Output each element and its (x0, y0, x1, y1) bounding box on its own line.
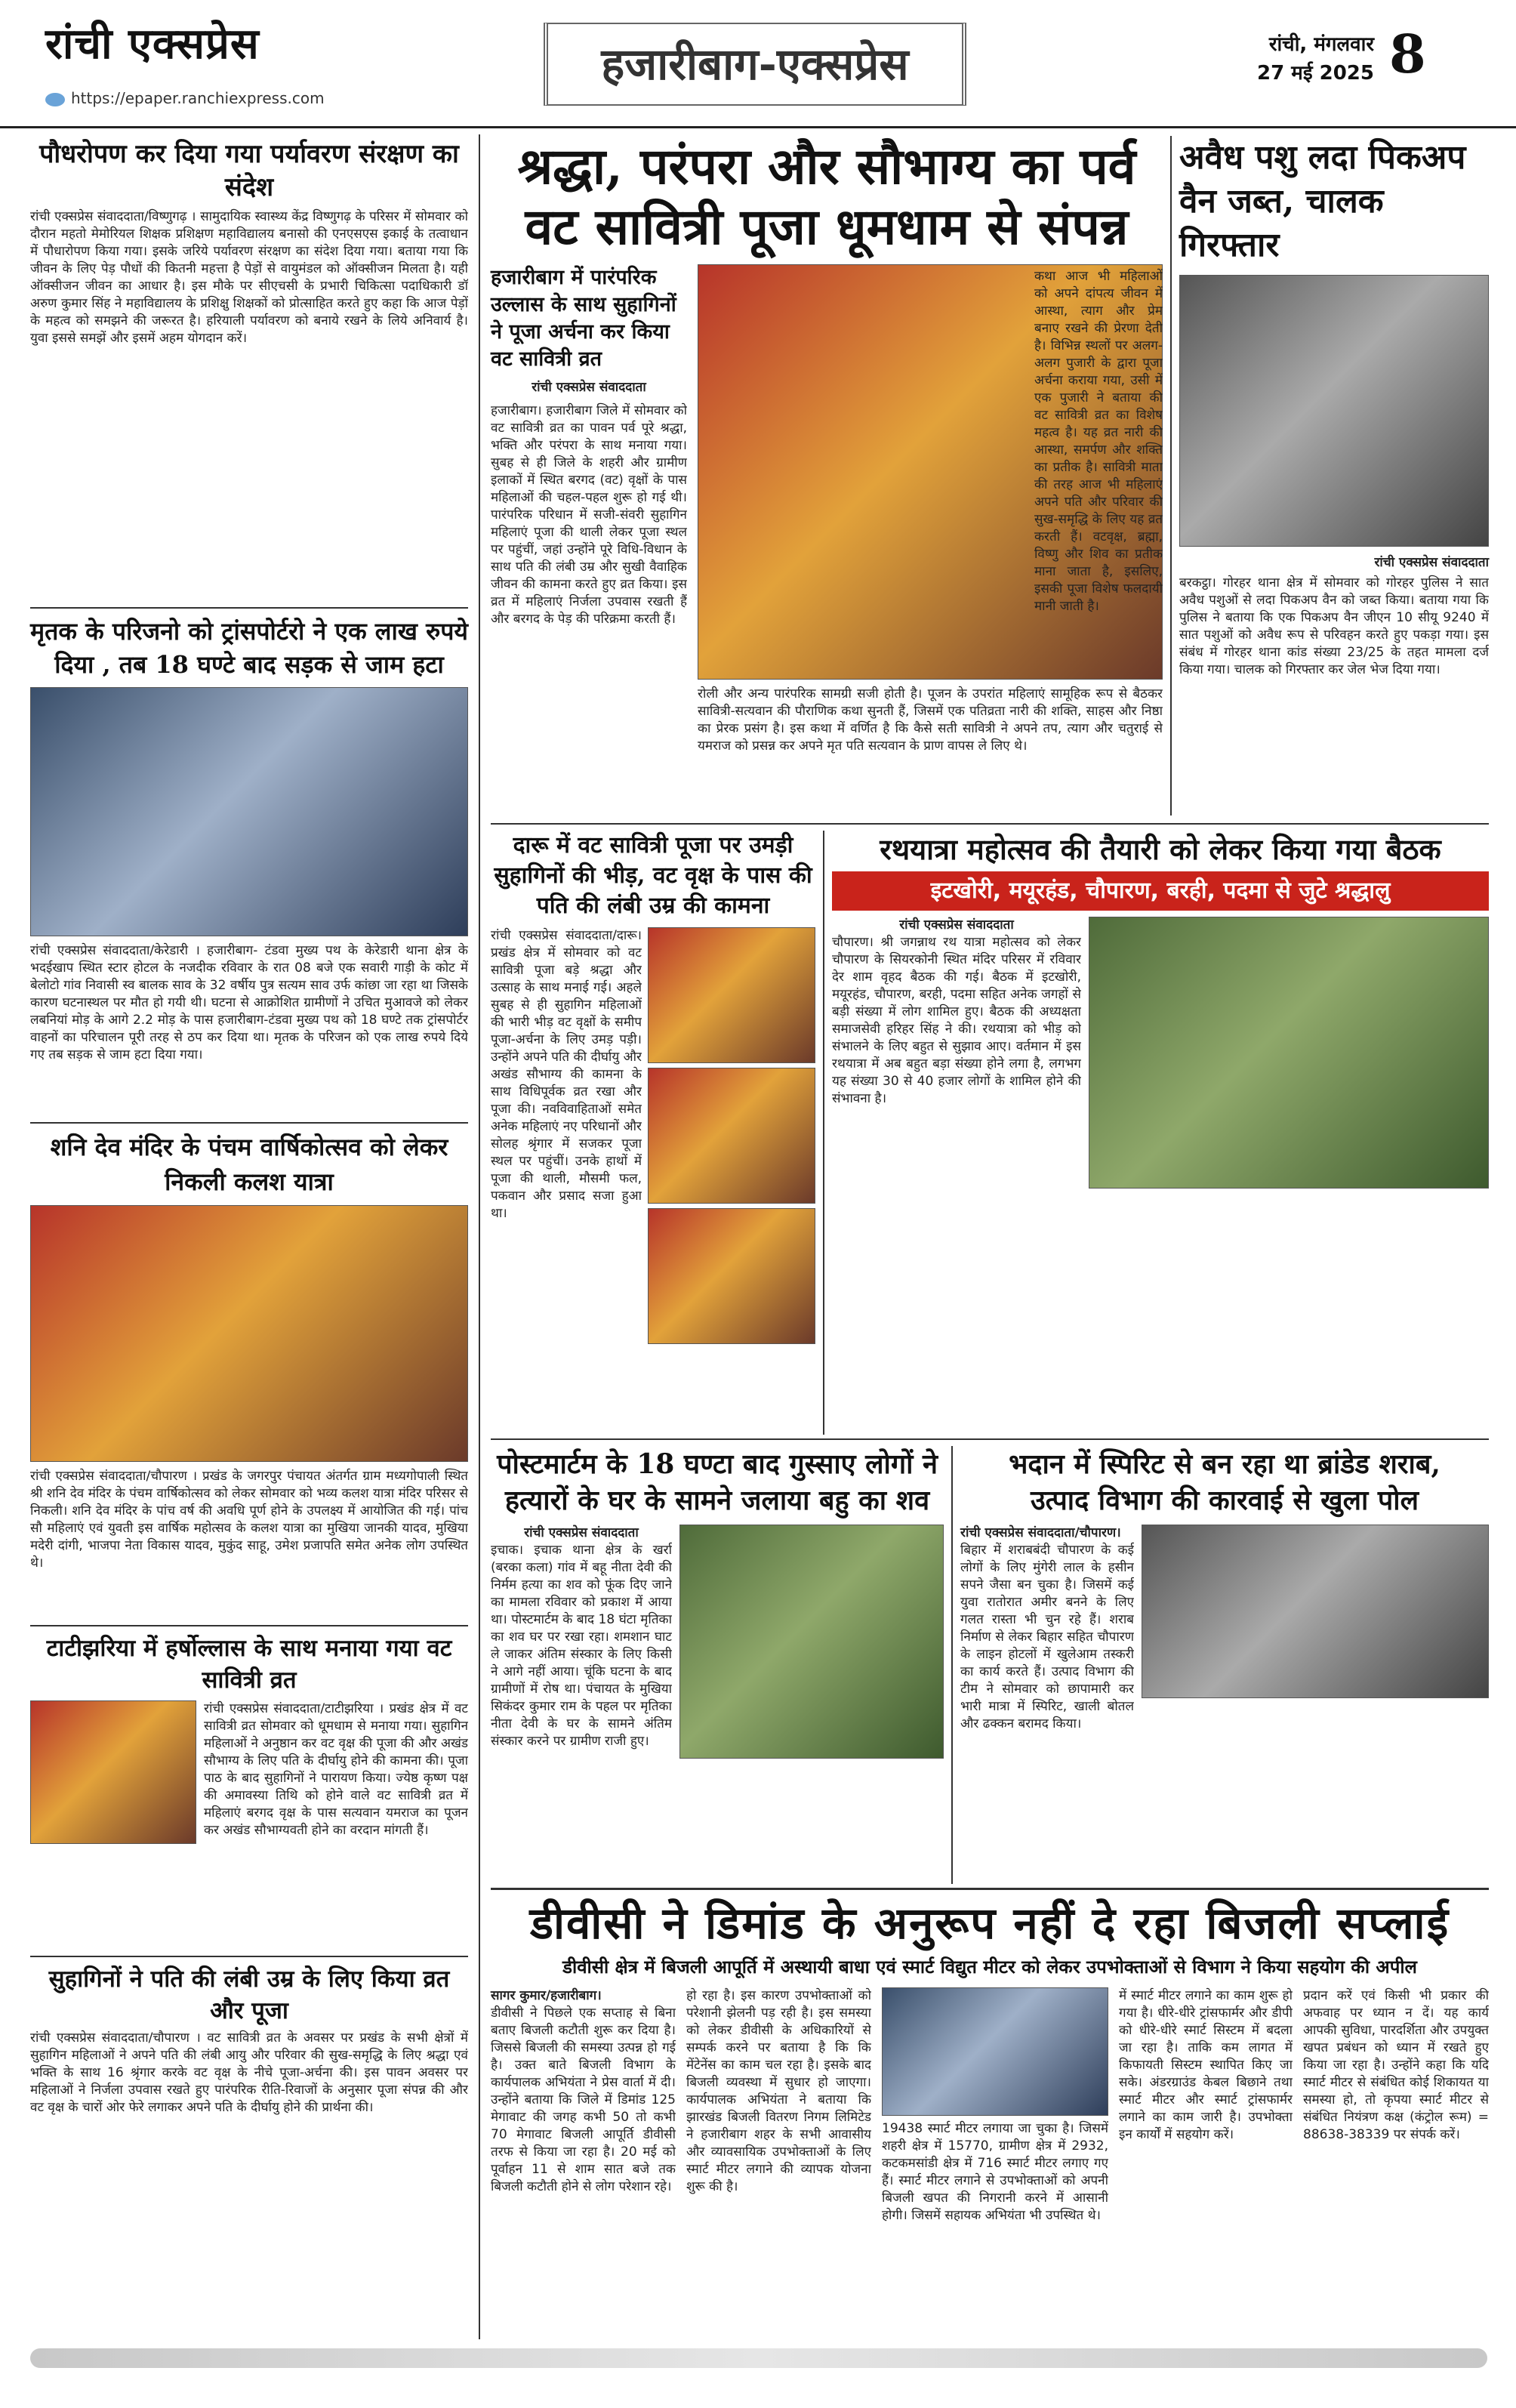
news-photo (648, 1068, 815, 1204)
headline-line1: अवैध पशु लदा पिकअप (1179, 138, 1466, 177)
url-text[interactable]: https://epaper.ranchiexpress.com (71, 89, 325, 107)
headline: पोस्टमार्टम के 18 घण्टा बाद गुस्साए लोगों ने हत्यारों के घर के सामने जलाया बहु का शव (497, 1448, 938, 1516)
article-body: हजारीबाग। हजारीबाग जिले में सोमवार को वट सावित्री व्रत का पावन पर्व पूरे श्रद्धा, भक्ति और परंपरा के साथ मनाया गया। सुबह से ही जिले के शहरी और ग्रामीण इलाकों में स्थित बरगद (वट) वृक्षों के पास महिलाओं की चहल-पहल शुरू हो गई थी। पारंपरिक परिधान में सजी-संवरी सुहागिन महिलाएं पूजा की थाली लेकर पूजा स्थल पर पहुंचीं, जहां उन्होंने पूरे विधि-विधान के साथ पति की लंबी उम्र और सुखी वैवाहिक जीवन की कामना करते हुए व्रत किया। इस व्रत में महिलाएं निर्जला उपवास रखती हैं और बरगद के पेड़ की परिक्रमा करती हैं। (491, 403, 687, 627)
headline: रथयात्रा महोत्सव की तैयारी को लेकर किया गया बैठक (880, 832, 1441, 866)
subhead: डीवीसी क्षेत्र में बिजली आपूर्ति में अस्थायी बाधा एवं स्मार्ट विद्युत मीटर को लेकर उपभोक्ताओं से विभाग ने किया सहयोग की अपील (562, 1956, 1417, 1978)
byline: रांची एक्सप्रेस संवाददाता (899, 917, 1014, 933)
news-photo (648, 927, 815, 1063)
headline: मृतक के परिजनो को ट्रांसपोर्टरो ने एक लाख रुपये दिया , तब 18 घण्टे बाद सड़क से जाम हटा (30, 617, 468, 679)
headline: डीवीसी ने डिमांड के अनुरूप नहीं दे रहा बिजली सप्लाई (529, 1898, 1450, 1949)
news-photo (1142, 1525, 1489, 1698)
byline: रांची एक्सप्रेस संवाददाता (524, 1525, 639, 1540)
lead-headline-line2: वट सावित्री पूजा धूमधाम से संपन्न (525, 197, 1129, 256)
masthead (0, 0, 1516, 128)
byline: रांची एक्सप्रेस संवाददाता (532, 380, 646, 395)
divider (491, 1438, 1489, 1440)
article-body: रांची एक्सप्रेस संवाददाता/चौपारण । प्रखंड के जगरपुर पंचायत अंतर्गत ग्राम मध्यगोपाली स्थित श्री शनि देव मंदिर के पंचम वार्षिकोत्सव को लेकर सोमवार को भव्य कलश यात्रा मंदिर परिसर से निकली। शनि देव मंदिर के पांच वर्ष की अवधि पूर्ण होने के उपलक्ष्य में आयोजित की गई। पांच सौ महिलाएं एवं युवती इस वार्षिक महोत्सव के कलश यात्रा का मुखिया जानकी यादव, मुखिया मदेरी दांगी, भाजपा नेता विकास यादव, मुकुंद साहू, उमेश प्रजापति समेत अनेक लोग उपस्थित थे। (30, 1469, 468, 1571)
article-bhadan (960, 1446, 1489, 1884)
headline-line2: उत्पाद विभाग की कारवाई से खुला पोल (1030, 1485, 1419, 1516)
article-body: रांची एक्सप्रेस संवाददाता/केरेडारी । हजारीबाग- टंडवा मुख्य पथ के केरेडारी थाना क्षेत्र के भदईखाप स्थित स्टार होटल के नजदीक रविवार के रात 08 बजे एक सवारी गाड़ी के कोट में बेलोटो गांव निवासी स्व बालक साव के 32 वर्षीय पुत्र सत्यम साव उर्फ कांछा जा रहा था जिसके कारण घटनास्थल पर मौत हो गयी थी। घटना से आक्रोशित ग्रामीणों ने उचित मुआवजे को लेकर लबनियां मोड़ के आगे 2.2 मोड़ के पास हजारीबाग-टंडवा मुख्य पथ को 18 घण्टे तक ट्रांसपोर्टर वाहनों का परिचालन पूरी तरह से ठप कर दिया था। मृतक के परिजन को एक लाख रुपये दिये गए तब सड़क से जाम हटा दिया गया। (30, 943, 468, 1062)
news-photo (30, 687, 468, 936)
footer-bar (30, 2348, 1487, 2368)
article-rathyatra (832, 831, 1489, 1435)
left-column (30, 134, 468, 2339)
article-dvc (491, 1895, 1489, 2341)
dateline (1178, 30, 1374, 88)
column-rule (823, 831, 824, 1435)
article-body: रांची एक्सप्रेस संवाददाता/चौपारण । वट सावित्री व्रत के अवसर पर प्रखंड के सभी क्षेत्रों में सुहागिन महिलाओं ने अपने पति की लंबी आयु और परिवार की सुख-समृद्धि के लिए श्रद्धा एवं भक्ति के साथ 16 श्रृंगार करके वट वृक्ष के नीचे पूजा-अर्चना की। इस पावन अवसर पर महिलाओं ने निर्जला उपवास रखते हुए पारंपरिक रीति-रिवाजों के अनुसार पूजा संपन्न की और वट वृक्ष के चारों ओर फेरे लगाकर अपने पति के दीर्घायु होने की प्रार्थना की। (30, 2030, 468, 2115)
news-photo (30, 1205, 468, 1462)
article-body: प्रदान करें एवं किसी भी प्रकार की अफवाह पर ध्यान न दें। यह कार्य आपकी सुविधा, पारदर्शिता और उपयुक्त खपत प्रबंधन को ध्यान में रखते हुए किया जा रहा है। उन्होंने कहा कि यदि स्मार्ट मीटर से संबंधित कोई शिकायत या समस्या हो, तो कृपया स्मार्ट मीटर से संबंधित नियंत्रण कक्ष (कंट्रोल रूम) = 88638-38339 पर संपर्क करें। (1303, 1988, 1489, 2142)
lead-article-continued: कथा आज भी महिलाओं को अपने दांपत्य जीवन में आस्था, त्याग और प्रेम बनाए रखने की प्रेरणा देती है। विभिन्न स्थलों पर अलग-अलग पुजारी के द्वारा पूजा अर्चना कराया गया, उसी में एक पुजारी ने बताया की वट सावित्री व्रत का विशेष महत्व है। यह व्रत नारी की आस्था, समर्पण और शक्ति का प्रतीक है। सावित्री माता की तरह आज भी महिलाएं अपने पति और परिवार की सुख-समृद्धि के लिए यह व्रत करती हैं। वटवृक्ष, ब्रह्मा, विष्णु और शिव का प्रतीक माना जाता है, इसलिए, इसकी पूजा विशेष फलदायी मानी जाती है। (1034, 269, 1163, 614)
city-day: रांची, मंगलवार (1268, 33, 1374, 56)
column-rule (951, 1446, 953, 1884)
article-body: रांची एक्सप्रेस संवाददाता/टाटीझरिया । प्रखंड क्षेत्र में वट सावित्री व्रत सोमवार को धूमधाम से मनाया गया। सुहागिन महिलाओं ने अनुष्ठान कर वट वृक्ष की पूजा की और अखंड सौभाग्य के लिए पति के दीर्घायु होने की कामना की। पूजा पाठ के बाद सुहागिनों ने पारायण किया। ज्येष्ठ कृष्ण पक्ष की अमावस्या तिथि को होने वाले वट सावित्री व्रत में महिलाएं बरगद वृक्ष के पास सत्यवान यमराज का पूजन कर अखंड सौभाग्यवती होने का वरदान मांगती हैं। (204, 1701, 468, 1838)
news-photo (679, 1525, 944, 1759)
newspaper-logo: रांची एक्सप्रेस (45, 19, 260, 69)
article-cattle (1179, 136, 1489, 816)
divider (30, 607, 468, 609)
article-body: रांची एक्सप्रेस संवाददाता/विष्णुगढ़ । सामुदायिक स्वास्थ्य केंद्र विष्णुगढ़ के परिसर में सोमवार को दौरान महतो मेमोरियल शिक्षक प्रशिक्षण महाविद्यालय बनासो की एनएसएस इकाई के तत्वाधान में पौधारोपण किया गया। इसके जरिये पर्यावरण संरक्षण का संदेश दिया गया। बताया गया कि जीवन के लिए पेड़ पौधों की कितनी महत्ता है पेड़ों से वायुमंडल को ऑक्सीजन मिलता है। यही ऑक्सीजन जीवन का आधार है। इस मौके पर सीएचसी के प्रभारी चिकित्सा पदाधिकारी डॉ अरुण कुमार सिंह ने महाविद्यालय के प्रशिक्षु शिक्षकों को प्रोत्साहित करते हुए कहा कि आज पेड़ों के महत्व को समझने की जरूरत है। हरियाली पर्यावरण को बनाये रखने के लिये अनिवार्य है। युवा इससे समझें और इसमें अहम योगदान करें। (30, 209, 468, 346)
article-body: इचाक। इचाक थाना क्षेत्र के खर्रा (बरका कला) गांव में बहू नीता देवी की निर्मम हत्या का शव को फूंक दिए जाने का मामला रविवार को प्रकाश में आया था। पोस्टमार्टम के बाद 18 घंटा मृतिका का शव घर पर रखा रहा। शमशान घाट ले जाकर अंतिम संस्कार के लिए किसी ने आगे नहीं आया। चूंकि घटना के बाद ग्रामीणों में रोष था। पंचायत के मुखिया सिकंदर कुमार राम के पहल पर मृतिका नीता देवी के घर के सामने अंतिम संस्कार करने पर ग्रामीण राजी हुए। (491, 1543, 672, 1749)
byline: रांची एक्सप्रेस संवाददाता/चौपारण। (960, 1525, 1121, 1540)
lead-headline-line1: श्रद्धा, परंपरा और सौभाग्य का पर्व (517, 137, 1136, 196)
article-body: बरकट्ठा। गोरहर थाना क्षेत्र में सोमवार को गोरहर पुलिस ने सात अवैध पशुओं से लदा पिकअप वैन को जब्त किया। बताया गया कि पुलिस ने बताया कि एक पिकअप वैन जीएन 10 सीयू 9240 में सात पशुओं को अवैध रूप से परिवहन करते हुए पकड़ा गया। इस संबंध में गोरहर थाना कांड संख्या 23/25 के तहत मामला दर्ज किया गया। चालक को गिरफ्तार कर जेल भेज दिया गया। (1179, 575, 1489, 677)
headline: पौधरोपण कर दिया गया पर्यावरण संरक्षण का संदेश (39, 139, 459, 202)
article-body: डीवीसी ने पिछले एक सप्ताह से बिना बताए बिजली कटौती शुरू कर दिया है। जिससे बिजली की समस्या उत्पन्न हो गई है। उक्त बाते बिजली विभाग के कार्यपालक अभियंता ने प्रेस वार्ता में दी। उन्होंने बताया कि जिले में डिमांड 125 मेगावाट की जगह कभी 50 तो कभी 70 मेगावाट बिजली आपूर्ति डीवीसी तरफ से किया जा रहा है। 20 मई को पूर्वाहन 11 से शाम सात बजे तक बिजली कटौती होने से लोग परेशान रहे। (491, 2006, 676, 2194)
divider (491, 1888, 1489, 1890)
headline: दारू में वट सावित्री पूजा पर उमड़ी सुहागिनों की भीड़, वट वृक्ष के पास की पति की लंबी उम्र की कामना (494, 832, 812, 919)
news-photo (1089, 917, 1489, 1189)
news-photo (30, 1700, 196, 1844)
news-photo (648, 1208, 815, 1344)
byline: सागर कुमार/हजारीबाग। (491, 1988, 602, 2003)
article-body: बिहार में शराबबंदी चौपारण के कई लोगों के लिए मुंगेरी लाल के हसीन सपने जैसा बन चुका है। जिसमें कई युवा रातोरात अमीर बनने के लिए गलत रास्ता भी चुन रहे हैं। शराब निर्माण से लेकर बिहार सहित चौपारण के लाइन होटलों में खुलेआम तस्करी का कार्य करते हैं। उत्पाद विभाग की टीम ने सोमवार को छापामारी कर भारी मात्रा में स्पिरिट, खाली बोतल और ढक्कन बरामद किया। (960, 1543, 1134, 1731)
lead-kicker: हजारीबाग में पारंपरिक उल्लास के साथ सुहागिनों ने पूजा अर्चना कर किया वट सावित्री व्रत (491, 266, 676, 371)
headline-line1: भदान में स्पिरिट से बन रहा था ब्रांडेड शराब, (1009, 1448, 1441, 1480)
article-body: 19438 स्मार्ट मीटर लगाया जा चुका है। जिसमें शहरी क्षेत्र में 15770, ग्रामीण क्षेत्र में 2932, कटकमसांडी क्षेत्र में 716 स्मार्ट मीटर लगाए गए हैं। स्मार्ट मीटर लगाने से उपभोक्ताओं को अपनी बिजली खपत की निगरानी करने में आसानी होगी। जिसमें सहायक अभियंता भी उपस्थित थे। (882, 2121, 1108, 2223)
subhead-band: इटखोरी, मयूरहंड, चौपारण, बरही, पदमा से जुटे श्रद्धालु (832, 871, 1489, 911)
article-postmortem (491, 1446, 944, 1884)
news-photo (882, 1987, 1108, 2116)
article-suhagin (30, 1963, 468, 2256)
article-body: रांची एक्सप्रेस संवाददाता/दारू। प्रखंड क्षेत्र में सोमवार को वट सावित्री पूजा बड़े श्रद्धा और उत्साह के साथ मनाई गई। अहले सुबह से ही सुहागिन महिलाओं की भारी भीड़ वट वृक्षों के समीप पूजा-अर्चना के लिए उमड़ पड़ी। उन्होंने अपने पति की दीर्घायु और अखंड सौभाग्य की कामना के साथ विधिपूर्वक व्रत रखा और पूजा की। नवविवाहिताओं समेत अनेक महिलाएं नए परिधानों और सोलह श्रृंगार में सजकर पूजा स्थल पर पहुंचीं। उनके हाथों में पूजा की थाली, मौसमी फल, पकवान और प्रसाद सजा हुआ था। (491, 928, 642, 1221)
article-transporter (30, 615, 468, 1116)
page-number: 8 (1389, 23, 1426, 85)
article-plantation (30, 137, 468, 601)
divider (491, 823, 1489, 825)
section-title: हजारीबाग-एक्सप्रेस (544, 23, 966, 106)
column-rule (479, 134, 480, 2339)
epaper-url[interactable] (45, 89, 325, 107)
headline: शनि देव मंदिर के पंचम वार्षिकोत्सव को लेकर निकली कलश यात्रा (50, 1133, 448, 1196)
article-body: रोली और अन्य पारंपरिक सामग्री सजी होती है। पूजन के उपरांत महिलाएं सामूहिक रूप से बैठकर सावित्री-सत्यवान की पौराणिक कथा सुनती हैं, जिसमें एक पतिव्रता नारी की शक्ति, साहस और निष्ठा का प्रेरक प्रसंग है। इस कथा में वर्णित है कि कैसे सती सावित्री ने अपने तप, त्याग और चतुराई से यमराज को प्रसन्न कर अपने मृत पति सत्यवान के प्राण वापस ले लिए थे। (698, 686, 1163, 754)
headline: टाटीझरिया में हर्षोल्लास के साथ मनाया गया वट सावित्री व्रत (46, 1635, 452, 1694)
article-tatijharia (30, 1633, 468, 1950)
divider (30, 1625, 468, 1626)
article-daru (491, 831, 815, 1435)
article-body: में स्मार्ट मीटर लगाने का काम शुरू हो गया है। धीरे-धीरे ट्रांसफार्मर और डीपी को धीरे-धीरे स्मार्ट सिस्टम में बदला जा रहा है। ताकि कम लागत में किफायती सिस्टम स्थापित किए जा सके। अंडरग्राउंड केबल बिछाने तथा स्मार्ट मीटर और स्मार्ट ट्रांसफार्मर लगाने का काम जारी है। उपभोक्ता इन कार्यों में सहयोग करें। (1119, 1988, 1293, 2142)
article-shani-dev (30, 1130, 468, 1619)
headline: सुहागिनों ने पति की लंबी उम्र के लिए किया व्रत और पूजा (48, 1966, 450, 2024)
article-body: हो रहा है। इस कारण उपभोक्ताओं को परेशानी झेलनी पड़ रही है। इस समस्या को लेकर डीवीसी के अधिकारियों से सम्पर्क करने पर बताया है कि कि मेंटेनेंस का काम चल रहा है। इसके बाद बिजली व्यवस्था में सुधार हो जाएगा। कार्यपालक अभियंता ने बताया कि झारखंड बिजली वितरण निगम लिमिटेड ने हजारीबाग शहर के सभी आवासीय और व्यावसायिक उपभोक्ताओं के लिए स्मार्ट मीटर लगाने की व्यापक योजना शुरू की है। (686, 1988, 871, 2194)
column-rule (1170, 136, 1172, 816)
divider (30, 1956, 468, 1957)
divider (30, 1122, 468, 1124)
byline: रांची एक्सप्रेस संवाददाता (1374, 555, 1489, 570)
issue-date: 27 मई 2025 (1257, 62, 1374, 85)
news-photo (1179, 275, 1489, 547)
article-body: चौपारण। श्री जगन्नाथ रथ यात्रा महोत्सव को लेकर चौपारण के सियरकोनी स्थित मंदिर परिसर में रविवार देर शाम वृहद बैठक की गई। बैठक में इटखोरी, मयूरहंड, चौपारण, बरही, पदमा सहित अनेक जगहों से बड़ी संख्या में लोग शामिल हुए। बैठक की अध्यक्षता समाजसेवी हरिहर सिंह ने की। रथयात्रा को भीड़ को संभालने के लिए बहुत से सुझाव आए। वर्तमान में इस रथयात्रा में अब बहुत बड़ा संख्या होने लगा है, लगभग यह संख्या 30 से 40 हजार लोगों के शामिल होने की संभावना है। (832, 935, 1081, 1106)
globe-icon (45, 93, 65, 106)
headline-line2: वैन जब्त, चालक गिरफ्तार (1179, 182, 1384, 264)
